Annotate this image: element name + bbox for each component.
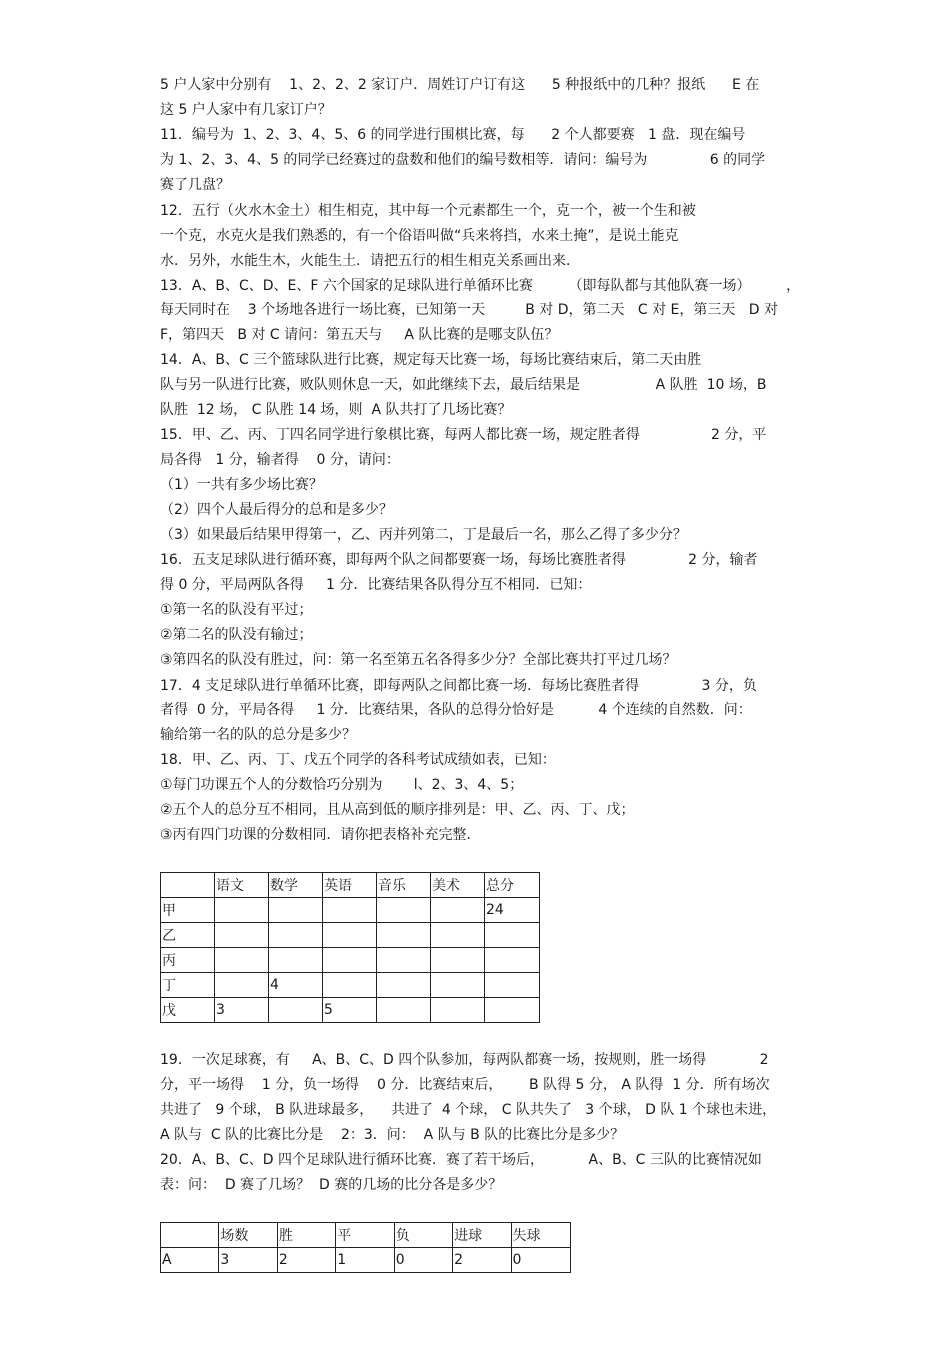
table-cell [485, 998, 540, 1023]
table-cell: 1 [336, 1248, 394, 1273]
text-line: 14．A、B、C 三个篮球队进行比赛，规定每天比赛一场，每场比赛结束后，第二天由胜 [160, 352, 702, 368]
text-line: 一个克，水克火是我们熟悉的，有一个俗语叫做“兵来将挡，水来土掩”，是说土能克 [160, 228, 679, 244]
table-cell: A [161, 1248, 219, 1273]
table-cell [323, 948, 377, 973]
table-cell: 乙 [161, 923, 215, 948]
table-row [161, 923, 540, 948]
table-cell [485, 923, 540, 948]
text-line: ③第四名的队没有胜过，问：第一名至第五名各得多少分？全部比赛共打平过几场？ [160, 652, 677, 668]
text-line: 赛了几盘？ [160, 177, 230, 193]
table-cell: 3 [219, 1248, 277, 1273]
text-line: 每天同时在 3 个场地各进行一场比赛，已知第一天 B 对 D，第二天 C 对 E，第三天 D 对 [160, 302, 778, 318]
score-table [160, 872, 540, 1023]
text-line: 11．编号为 1、2、3、4、5、6 的同学进行围棋比赛，每 2 个人都要赛 1 盘．现在编号 [160, 127, 746, 143]
table-row [161, 948, 540, 973]
text-line: （3）如果最后结果甲得第一，乙、丙并列第二，丁是最后一名，那么乙得了多少分？ [160, 527, 687, 543]
text-line: （2）四个人最后得分的总和是多少？ [160, 502, 393, 518]
table-cell [269, 898, 323, 923]
table-cell: 24 [485, 898, 540, 923]
table-cell: 4 [269, 973, 323, 998]
table-cell [431, 998, 485, 1023]
table-cell [485, 973, 540, 998]
table-cell: 5 [323, 998, 377, 1023]
table-row [161, 1248, 571, 1273]
table-row [161, 998, 540, 1023]
table-cell [377, 898, 431, 923]
text-line: A 队与 C 队的比赛比分是 2：3．问： A 队与 B 队的比赛比分是多少？ [160, 1127, 625, 1143]
text-line: 输给第一名的队的总分是多少？ [160, 727, 356, 743]
table-cell [215, 898, 269, 923]
table-header-cell: 失球 [511, 1223, 570, 1248]
text-line: 这 5 户人家中有几家订户？ [160, 102, 332, 118]
text-line: 17．4 支足球队进行单循环比赛，即每两队之间都比赛一场．每场比赛胜者得 3 分，负 [160, 678, 757, 694]
text-line: 得 0 分，平局两队各得 1 分．比赛结果各队得分互不相同．已知： [160, 577, 592, 593]
text-line: 队胜 12 场， C 队胜 14 场，则 A 队共打了几场比赛？ [160, 402, 512, 418]
table-header-cell: 数学 [269, 873, 323, 898]
text-line: 15．甲、乙、丙、丁四名同学进行象棋比赛，每两人都比赛一场，规定胜者得 2 分，平 [160, 427, 767, 443]
text-line: ②五个人的总分互不相同，且从高到低的顺序排列是：甲、乙、丙、丁、戊； [160, 802, 635, 818]
text-line: 表：问： D 赛了几场？ D 赛的几场的比分各是多少？ [160, 1177, 503, 1193]
text-line: 13．A、B、C、D、E、F 六个国家的足球队进行单循环比赛 （即每队都与其他队赛一场） ， [160, 278, 801, 294]
match-table [160, 1222, 571, 1273]
table-header-cell: 进球 [453, 1223, 511, 1248]
table-cell [377, 998, 431, 1023]
text-line: 18．甲、乙、丙、丁、戊五个同学的各科考试成绩如表，已知： [160, 752, 556, 768]
table-header-cell [161, 873, 215, 898]
text-line: 12．五行（火水木金土）相生相克，其中每一个元素都生一个，克一个，被一个生和被 [160, 203, 696, 219]
table-cell [215, 948, 269, 973]
table-cell [215, 923, 269, 948]
text-line: ①第一名的队没有平过； [160, 602, 313, 618]
table-cell [215, 973, 269, 998]
text-line: 共进了 9 个球， B 队进球最多， 共进了 4 个球， C 队共失了 3 个球， D 队 1 个球也未进， [160, 1102, 777, 1118]
text-line: 局各得 1 分，输者得 0 分，请问： [160, 452, 400, 468]
table-header-cell: 音乐 [377, 873, 431, 898]
table-cell: 0 [394, 1248, 452, 1273]
table-row [161, 898, 540, 923]
text-line: ②第二名的队没有输过； [160, 627, 313, 643]
table-cell: 2 [277, 1248, 335, 1273]
table-cell: 0 [511, 1248, 570, 1273]
text-line: ③丙有四门功课的分数相同．请你把表格补充完整． [160, 827, 481, 843]
table-cell [269, 923, 323, 948]
text-line: 水．另外，水能生木，火能生土．请把五行的相生相克关系画出来． [160, 253, 580, 269]
table-cell [269, 948, 323, 973]
text-line: ①每门功课五个人的分数恰巧分别为 l、2、3、4、5； [160, 777, 524, 793]
text-line: 为 1、2、3、4、5 的同学已经赛过的盘数和他们的编号数相等．请问：编号为 6 的同学 [160, 152, 766, 168]
table-cell [323, 898, 377, 923]
text-line: 者得 0 分，平局各得 1 分．比赛结果，各队的总得分恰好是 4 个连续的自然数．问： [160, 702, 752, 718]
table-header-cell: 语文 [215, 873, 269, 898]
table-header-cell: 场数 [219, 1223, 277, 1248]
table-cell [431, 923, 485, 948]
table-header-cell: 英语 [323, 873, 377, 898]
table-header-cell: 美术 [431, 873, 485, 898]
table-header-cell [161, 1223, 219, 1248]
table-cell [431, 898, 485, 923]
table-cell: 2 [453, 1248, 511, 1273]
text-line: 20．A、B、C、D 四个足球队进行循环比赛．赛了若干场后， A、B、C 三队的比赛情况如 [160, 1152, 762, 1168]
table-cell [485, 948, 540, 973]
table-cell [431, 973, 485, 998]
table-header-row [161, 1223, 571, 1248]
text-line: 16．五支足球队进行循环赛，即每两个队之间都要赛一场，每场比赛胜者得 2 分，输者 [160, 552, 758, 568]
table-header-cell: 总分 [485, 873, 540, 898]
table-cell: 丙 [161, 948, 215, 973]
table-cell: 丁 [161, 973, 215, 998]
table-cell [431, 948, 485, 973]
table-header-cell: 负 [394, 1223, 452, 1248]
table-cell: 甲 [161, 898, 215, 923]
table-header-row [161, 873, 540, 898]
text-line: （1）一共有多少场比赛？ [160, 477, 323, 493]
table-row [161, 973, 540, 998]
text-line: 5 户人家中分别有 1、2、2、2 家订户．周姓订户订有这 5 种报纸中的几种？报纸 E 在 [160, 77, 760, 93]
table-cell: 戊 [161, 998, 215, 1023]
table-cell: 3 [215, 998, 269, 1023]
table-header-cell: 胜 [277, 1223, 335, 1248]
text-line: F，第四天 B 对 C 请问：第五天与 A 队比赛的是哪支队伍？ [160, 327, 559, 343]
table-cell [269, 998, 323, 1023]
text-line: 19．一次足球赛，有 A、B、C、D 四个队参加，每两队都赛一场，按规则，胜一场得 2 [160, 1052, 769, 1068]
text-line: 队与另一队进行比赛，败队则休息一天，如此继续下去，最后结果是 A 队胜 10 场，B [160, 377, 767, 393]
text-line: 分，平一场得 1 分，负一场得 0 分．比赛结束后， B 队得 5 分， A 队得 1 分．所有场次 [160, 1077, 770, 1093]
table-cell [323, 923, 377, 948]
table-cell [377, 973, 431, 998]
table-cell [377, 923, 431, 948]
table-cell [377, 948, 431, 973]
table-cell [323, 973, 377, 998]
table-header-cell: 平 [336, 1223, 394, 1248]
